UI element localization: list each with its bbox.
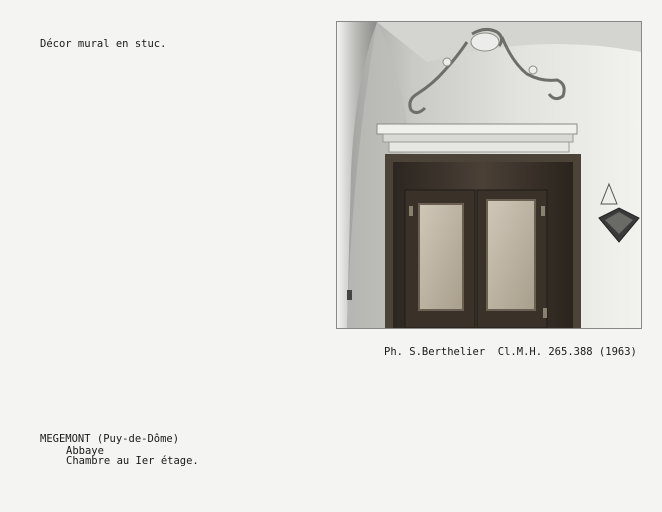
location-room: Chambre au Ier étage. xyxy=(66,455,199,467)
photograph xyxy=(336,21,642,329)
location-place: MEGEMONT (Puy-de-Dôme) xyxy=(40,433,180,445)
photo-drawing xyxy=(337,22,641,328)
location-building: Abbaye xyxy=(66,445,104,457)
photo-credit: Ph. S.Berthelier Cl.M.H. 265.388 (1963) xyxy=(384,346,637,358)
photo-caption: Décor mural en stuc. xyxy=(40,38,167,50)
